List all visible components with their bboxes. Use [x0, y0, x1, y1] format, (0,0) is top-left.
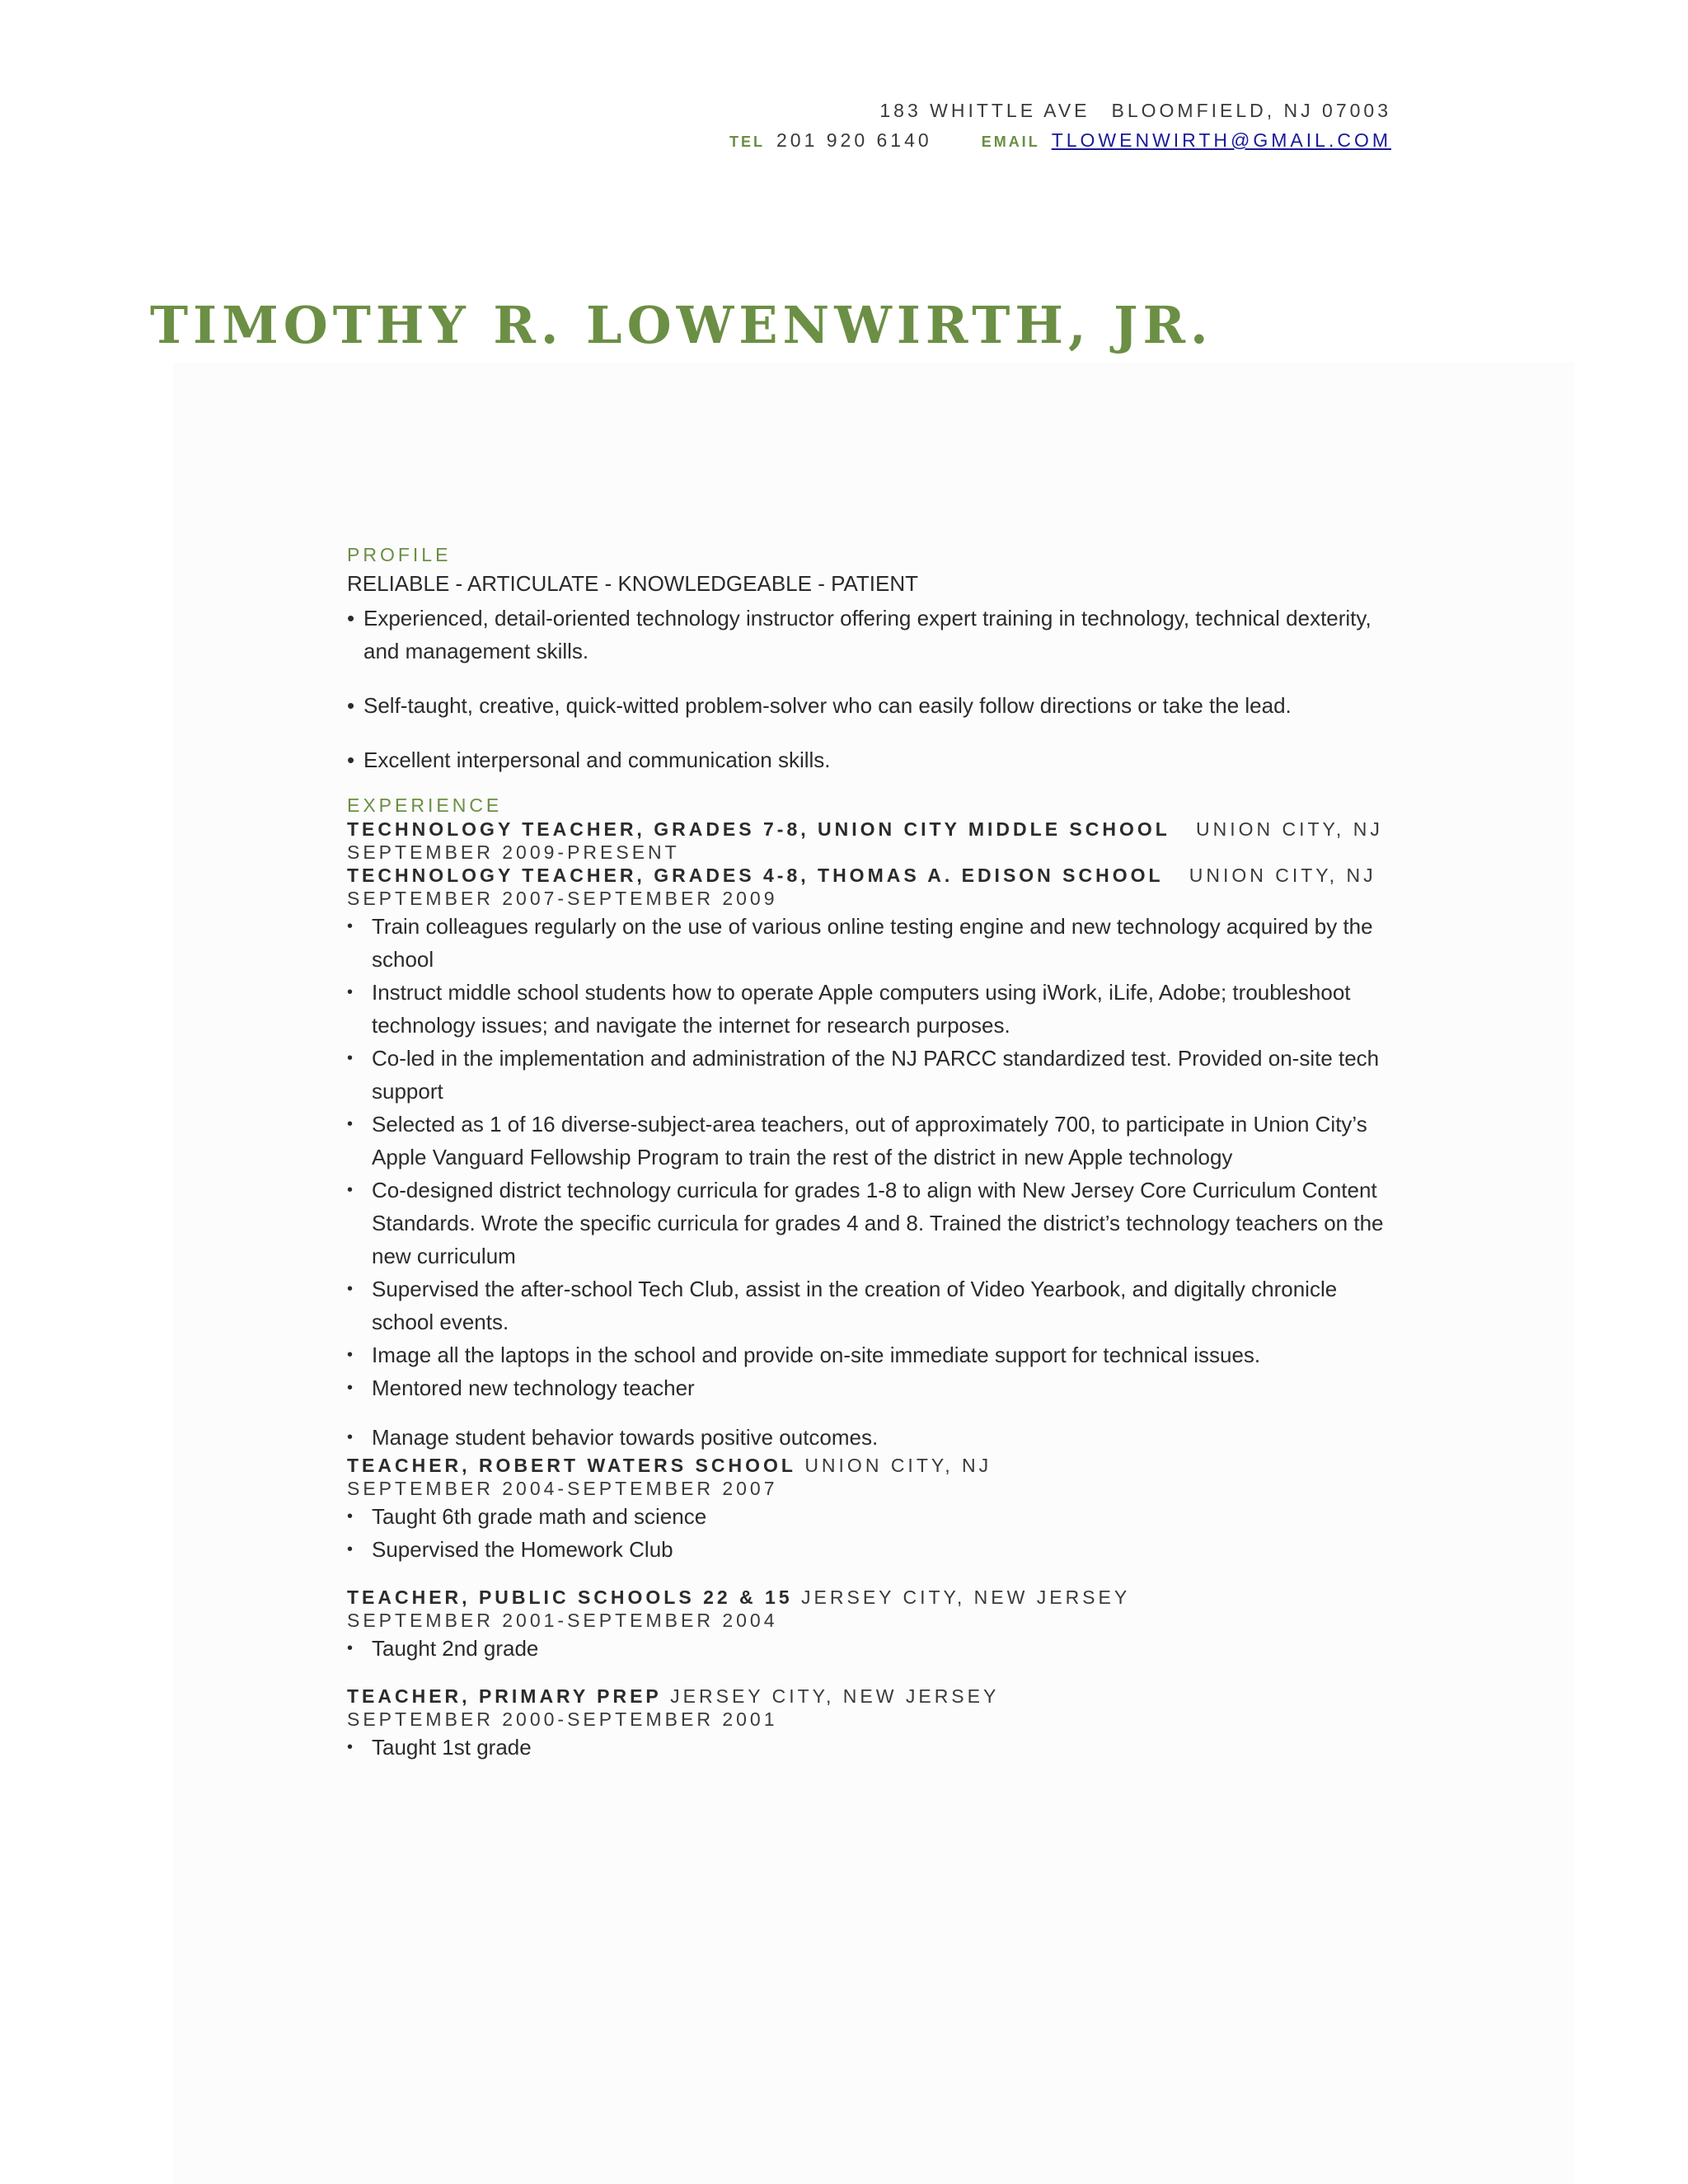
job-bullet: • Co-designed district technology curricula for grades 1-8 to align with New Jersey Core Curriculum Content Standards. Wrote the specific curricula for grades 4 and 8. Trained the district’s technology teachers on the new curriculum [347, 1174, 1402, 1272]
job-bullet: • Taught 2nd grade [347, 1632, 1402, 1665]
candidate-name: TIMOTHY R. LOWENWIRTH, JR. [150, 295, 1213, 355]
resume-content [347, 541, 1402, 1764]
job-bullet: • Train colleagues regularly on the use of various online testing engine and new technology acquired by the school [347, 910, 1402, 976]
email-link[interactable]: TLOWENWIRTH@GMAIL.COM [1051, 129, 1391, 151]
job-bullet: • Supervised the after-school Tech Club, assist in the creation of Video Yearbook, and digitally chronicle school events. [347, 1272, 1402, 1338]
experience-section [347, 793, 1402, 1764]
job-bullet: • Supervised the Homework Club [347, 1533, 1402, 1566]
job-entry [347, 818, 1402, 864]
job-role: TEACHER, ROBERT WATERS SCHOOL [347, 1455, 796, 1476]
job-role: TEACHER, PRIMARY PREP [347, 1685, 662, 1707]
job-entry [347, 1454, 1402, 1566]
street-address: 183 WHITTLE AVE [879, 100, 1090, 121]
job-bullet: • Co-led in the implementation and administration of the NJ PARCC standardized test. Provided on-site tech support [347, 1042, 1402, 1108]
job-entry [347, 1685, 1402, 1764]
job-dates: SEPTEMBER 2004-SEPTEMBER 2007 [347, 1478, 778, 1499]
job-bullets [347, 1500, 1402, 1566]
job-bullets [347, 1632, 1402, 1665]
job-location: UNION CITY, NJ [1196, 818, 1383, 840]
job-title-line [347, 864, 1402, 887]
profile-section [347, 541, 1402, 776]
city-state-zip: BLOOMFIELD, NJ 07003 [1111, 100, 1391, 121]
job-location: UNION CITY, NJ [1189, 865, 1376, 886]
job-bullet: • Instruct middle school students how to operate Apple computers using iWork, iLife, Adobe; troubleshoot technology issues; and navigate the internet for research purposes. [347, 976, 1402, 1042]
phone-number: 201 920 6140 [776, 129, 932, 151]
address-line [729, 96, 1391, 125]
profile-bullet: • Self-taught, creative, quick-witted problem-solver who can easily follow directions or take the lead. [347, 689, 1402, 722]
phone-email-line [729, 125, 1391, 157]
job-dates: SEPTEMBER 2009-PRESENT [347, 841, 680, 863]
job-location: UNION CITY, NJ [804, 1455, 992, 1476]
job-dates: SEPTEMBER 2007-SEPTEMBER 2009 [347, 888, 778, 909]
job-title-line [347, 1454, 1402, 1477]
job-bullet: • Taught 6th grade math and science [347, 1500, 1402, 1533]
job-entry [347, 1586, 1402, 1665]
job-title-line [347, 1685, 1402, 1708]
job-bullet: • Image all the laptops in the school and provide on-site immediate support for technical issues. [347, 1338, 1402, 1371]
job-role: TECHNOLOGY TEACHER, GRADES 7-8, UNION CITY MIDDLE SCHOOL [347, 818, 1170, 840]
job-bullet: • Manage student behavior towards positive outcomes. [347, 1421, 1402, 1454]
contact-block [729, 96, 1391, 157]
job-title-line [347, 818, 1402, 841]
job-dates: SEPTEMBER 2000-SEPTEMBER 2001 [347, 1708, 778, 1730]
profile-heading: PROFILE [347, 544, 452, 565]
tel-label: TEL [729, 134, 765, 150]
email-label: EMAIL [981, 134, 1040, 150]
job-location: JERSEY CITY, NEW JERSEY [670, 1685, 1000, 1707]
job-entry [347, 864, 1402, 1454]
job-bullet: • Taught 1st grade [347, 1731, 1402, 1764]
job-bullet: • Selected as 1 of 16 diverse-subject-area teachers, out of approximately 700, to participate in Union City’s Apple Vanguard Fellowship Program to train the rest of the district in new Apple technology [347, 1108, 1402, 1174]
profile-bullet: • Experienced, detail-oriented technology instructor offering expert training in technology, technical dexterity, and management skills. [347, 602, 1402, 668]
profile-bullet: • Excellent interpersonal and communication skills. [347, 743, 1402, 776]
profile-tagline: RELIABLE - ARTICULATE - KNOWLEDGEABLE - PATIENT [347, 571, 919, 596]
job-dates: SEPTEMBER 2001-SEPTEMBER 2004 [347, 1610, 778, 1631]
job-location: JERSEY CITY, NEW JERSEY [801, 1586, 1131, 1608]
job-role: TECHNOLOGY TEACHER, GRADES 4-8, THOMAS A. EDISON SCHOOL [347, 865, 1164, 886]
job-bullets [347, 1731, 1402, 1764]
experience-heading: EXPERIENCE [347, 794, 503, 816]
job-bullets [347, 910, 1402, 1454]
job-role: TEACHER, PUBLIC SCHOOLS 22 & 15 [347, 1586, 793, 1608]
job-title-line [347, 1586, 1402, 1609]
job-bullet: • Mentored new technology teacher [347, 1371, 1402, 1404]
